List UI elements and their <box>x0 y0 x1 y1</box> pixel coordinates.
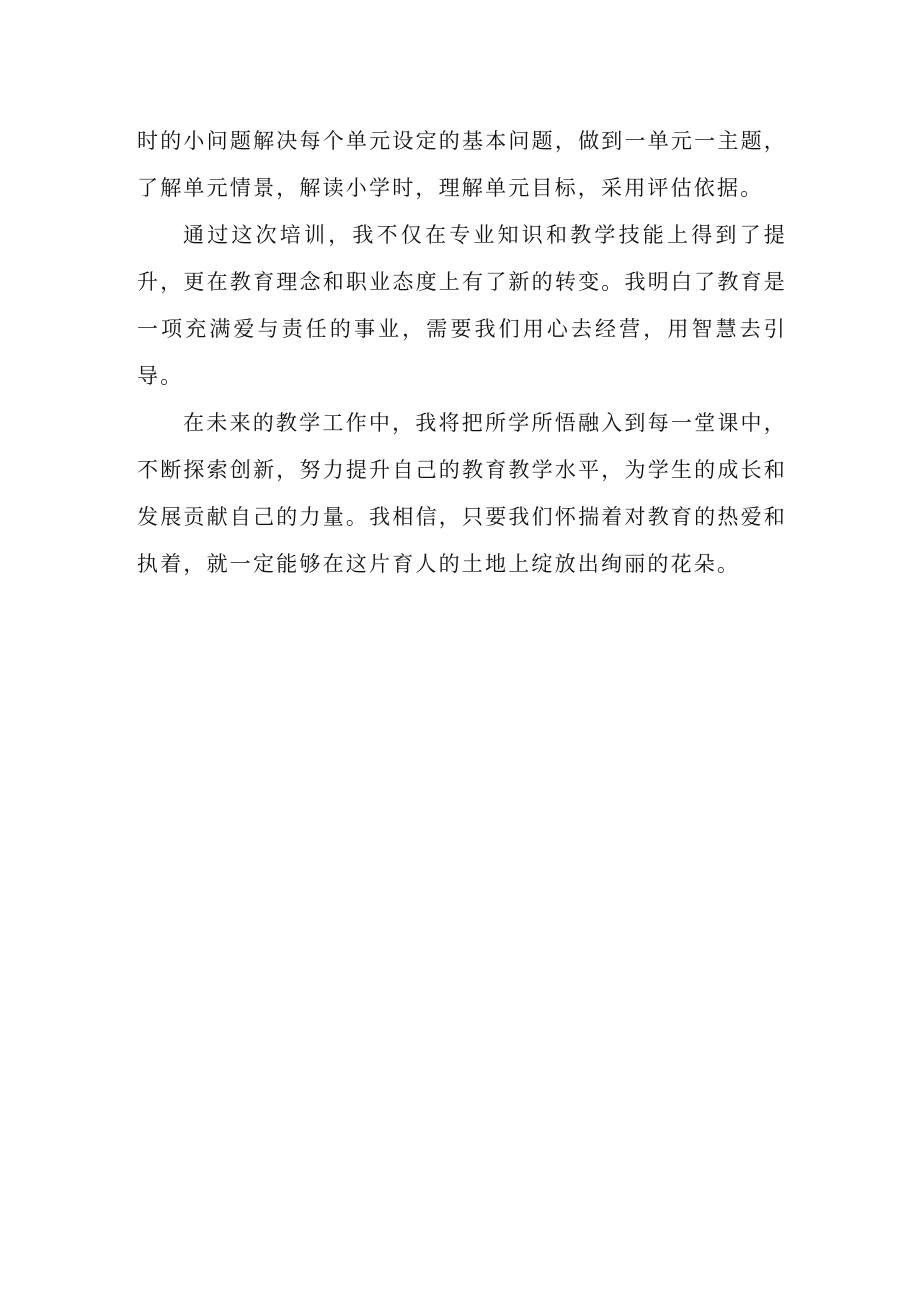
document-body <box>137 118 787 588</box>
paragraph-future-teaching: 在未来的教学工作中，我将把所学所悟融入到每一堂课中，不断探索创新，努力提升自己的教育教学水平，为学生的成长和发展贡献自己的力量。我相信，只要我们怀揣着对教育的热爱和执着，就一定能够在这片育人的土地上绽放出绚丽的花朵。 <box>137 411 787 576</box>
paragraph-training-reflection: 通过这次培训，我不仅在专业知识和教学技能上得到了提升，更在教育理念和职业态度上有了新的转变。我明白了教育是一项充满爱与责任的事业，需要我们用心去经营，用智慧去引导。 <box>137 223 787 388</box>
paragraph-continuation: 时的小问题解决每个单元设定的基本问题，做到一单元一主题，了解单元情景，解读小学时，理解单元目标，采用评估依据。 <box>137 129 787 200</box>
